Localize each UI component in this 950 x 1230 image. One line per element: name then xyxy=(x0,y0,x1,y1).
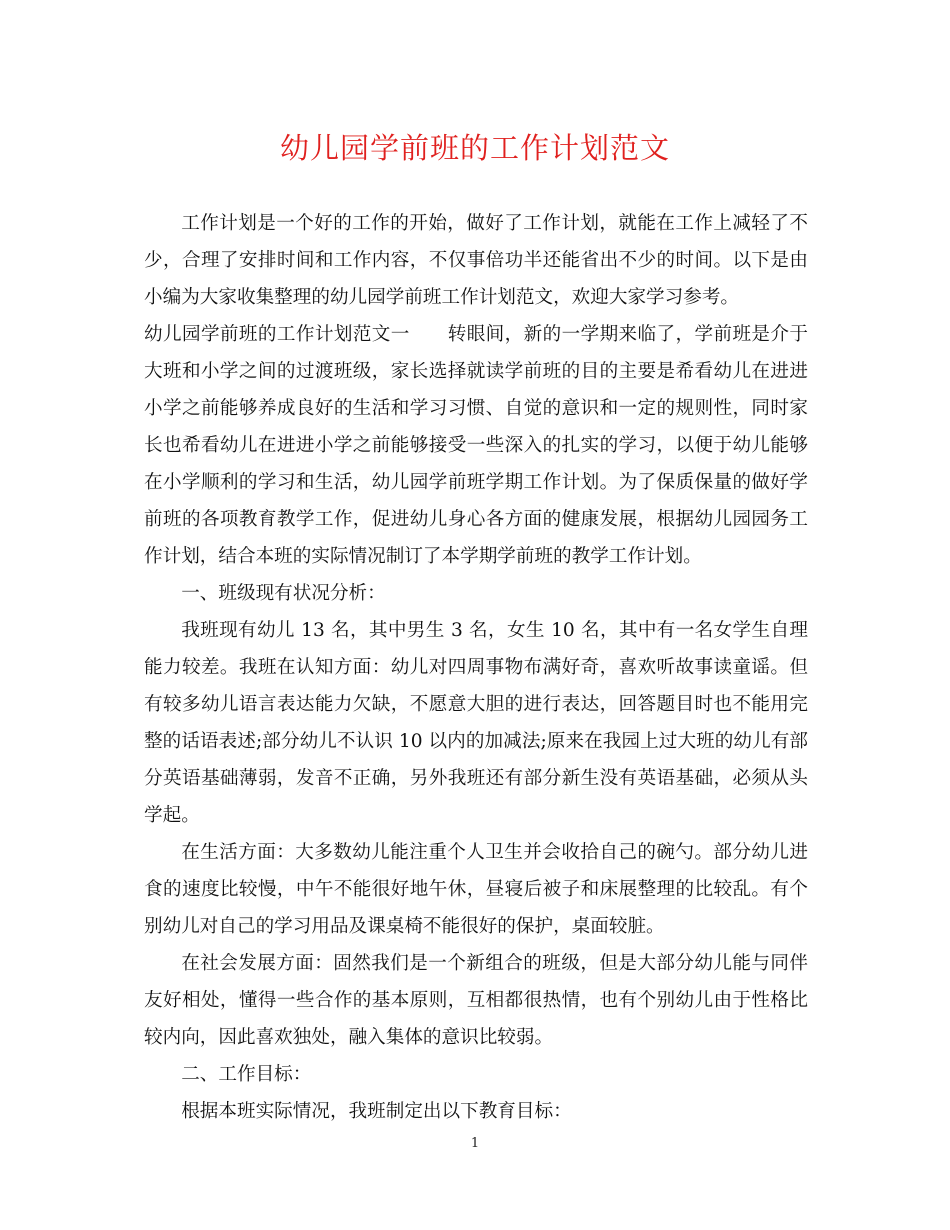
paragraph-plan-one: 幼儿园学前班的工作计划范文一 转眼间，新的一学期来临了，学前班是介于大班和小学之间的过渡班级，家长选择就读学前班的目的主要是希看幼儿在进进小学之前能够养成良好的生活和学习习惯、自觉的意识和一定的规则性，同时家长也希看幼儿在进进小学之前能够接受一些深入的扎实的学习，以便于幼儿能够在小学顺利的学习和生活，幼儿园学前班学期工作计划。为了保质保量的做好学前班的各项教育教学工作，促进幼儿身心各方面的健康发展，根据幼儿园园务工作计划，结合本班的实际情况制订了本学期学前班的教学工作计划。 xyxy=(144,324,808,567)
section-heading-class-analysis: 一、班级现有状况分析： xyxy=(181,583,386,604)
document-body xyxy=(144,205,808,1130)
paragraph-life-aspect: 在生活方面：大多数幼儿能注重个人卫生并会收拾自己的碗勺。部分幼儿进食的速度比较慢，中午不能很好地午休，昼寝后被子和床展整理的比较乱。有个别幼儿对自己的学习用品及课桌椅不能很好的保护，桌面较脏。 xyxy=(144,842,808,937)
section-heading-work-goals: 二、工作目标： xyxy=(181,1064,312,1085)
paragraph-class-status: 我班现有幼儿 13 名，其中男生 3 名，女生 10 名，其中有一名女学生自理能力较差。我班在认知方面：幼儿对四周事物布满好奇，喜欢听故事读童谣。但有较多幼儿语言表达能力欠缺，不愿意大胆的进行表达，回答题目时也不能用完整的话语表述;部分幼儿不认识 10 以内的加减法;原来在我园上过大班的幼儿有部分英语基础薄弱，发音不正确，另外我班还有部分新生没有英语基础，必须从头学起。 xyxy=(144,620,808,826)
document-title: 幼儿园学前班的工作计划范文 xyxy=(279,131,670,165)
paragraph-social-aspect: 在社会发展方面：固然我们是一个新组合的班级，但是大部分幼儿能与同伴友好相处，懂得一些合作的基本原则，互相都很热情，也有个别幼儿由于性格比较内向，因此喜欢独处，融入集体的意识比较弱。 xyxy=(144,953,808,1048)
paragraph-intro: 工作计划是一个好的工作的开始，做好了工作计划，就能在工作上减轻了不少，合理了安排时间和工作内容，不仅事倍功半还能省出不少的时间。以下是由小编为大家收集整理的幼儿园学前班工作计划范文，欢迎大家学习参考。 xyxy=(144,213,808,308)
page-number: 1 xyxy=(470,1136,480,1151)
paragraph-goals-intro: 根据本班实际情况，我班制定出以下教育目标： xyxy=(181,1101,572,1122)
